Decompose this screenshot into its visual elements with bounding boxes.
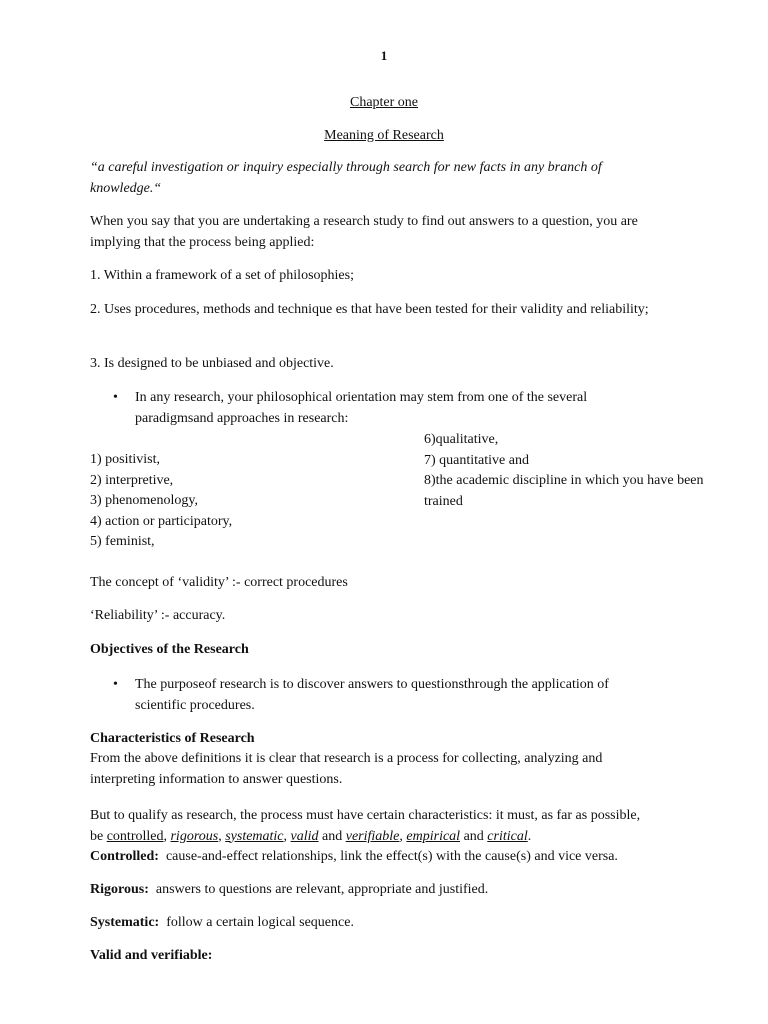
characteristics-heading: Characteristics of Research <box>90 731 255 746</box>
characteristics-paragraph: From the above definitions it is clear that research is a process for collecting, analyzing and interpreting information to answer questions. <box>90 751 603 787</box>
list-item: 3) phenomenology, <box>90 493 198 508</box>
and-word: and <box>463 828 484 844</box>
list-item: 6)qualitative, <box>424 432 499 447</box>
reliability-line: ‘Reliability’ :- accuracy. <box>90 608 226 623</box>
definition-text: follow a certain logical sequence. <box>166 915 354 930</box>
sep: , <box>218 828 226 844</box>
definition-systematic <box>90 913 670 934</box>
definition-valid-verifiable <box>90 946 670 967</box>
qualify-prefix: But to qualify as research, the process must have certain characteristics: it must, as far as possible, be <box>90 808 641 844</box>
objectives-bullet: The purposeof research is to discover answers to questionsthrough the application of scientific procedures. <box>135 677 609 713</box>
page-number: 1 <box>380 48 388 63</box>
intro-paragraph: When you say that you are undertaking a research study to find out answers to a question, you are implying that the process being applied: <box>90 214 638 250</box>
paradigms-left-list <box>90 450 410 553</box>
section-title: Meaning of Research <box>324 128 444 143</box>
bullet-icon: • <box>113 390 118 405</box>
and-word: and <box>322 828 343 844</box>
numbered-point: 2. Uses procedures, methods and technique es that have been tested for their validity and reliability; <box>90 302 649 317</box>
sep: , <box>163 828 171 844</box>
numbered-point: 1. Within a framework of a set of philosophies; <box>90 268 354 283</box>
definition-text: answers to questions are relevant, appropriate and justified. <box>155 882 489 897</box>
definition-term: Valid and verifiable: <box>90 948 213 963</box>
list-item: 4) action or participatory, <box>90 513 233 529</box>
term-empirical: empirical <box>406 828 461 844</box>
numbered-point: 3. Is designed to be unbiased and objective. <box>90 356 334 371</box>
sentence-end: . <box>527 828 532 844</box>
list-item: 8)the academic discipline in which you have been trained <box>424 473 704 509</box>
paradigms-right-list <box>424 430 734 512</box>
term-verifiable: verifiable <box>345 828 400 844</box>
list-item: 7) quantitative and <box>424 452 529 468</box>
bullet-icon: • <box>113 677 118 692</box>
term-critical: critical <box>487 828 528 844</box>
definition-term: Rigorous: <box>90 882 149 897</box>
paradigms-bullet: In any research, your philosophical orientation may stem from one of the several paradigmsand approaches in research: <box>135 390 588 426</box>
list-item: 2) interpretive, <box>90 472 174 488</box>
definition-controlled <box>90 847 690 868</box>
term-valid: valid <box>290 828 319 844</box>
list-item: 1) positivist, <box>90 452 161 467</box>
objectives-heading: Objectives of the Research <box>90 642 249 657</box>
term-systematic: systematic <box>225 828 284 844</box>
list-item: 5) feminist, <box>90 534 155 549</box>
definition-quote: “a careful investigation or inquiry especially through search for new facts in any branch of knowledge.“ <box>90 160 602 196</box>
definition-text: cause-and-effect relationships, link the effect(s) with the cause(s) and vice versa. <box>165 849 618 864</box>
definition-term: Systematic: <box>90 915 160 930</box>
sep: , <box>399 828 407 844</box>
term-rigorous: rigorous <box>170 828 219 844</box>
chapter-title: Chapter one <box>349 95 419 110</box>
term-controlled: controlled <box>106 828 164 844</box>
definition-rigorous <box>90 880 670 901</box>
sep: , <box>283 828 291 844</box>
validity-line: The concept of ‘validity’ :- correct procedures <box>90 575 348 590</box>
qualify-sentence <box>90 806 650 847</box>
definition-term: Controlled: <box>90 849 159 864</box>
